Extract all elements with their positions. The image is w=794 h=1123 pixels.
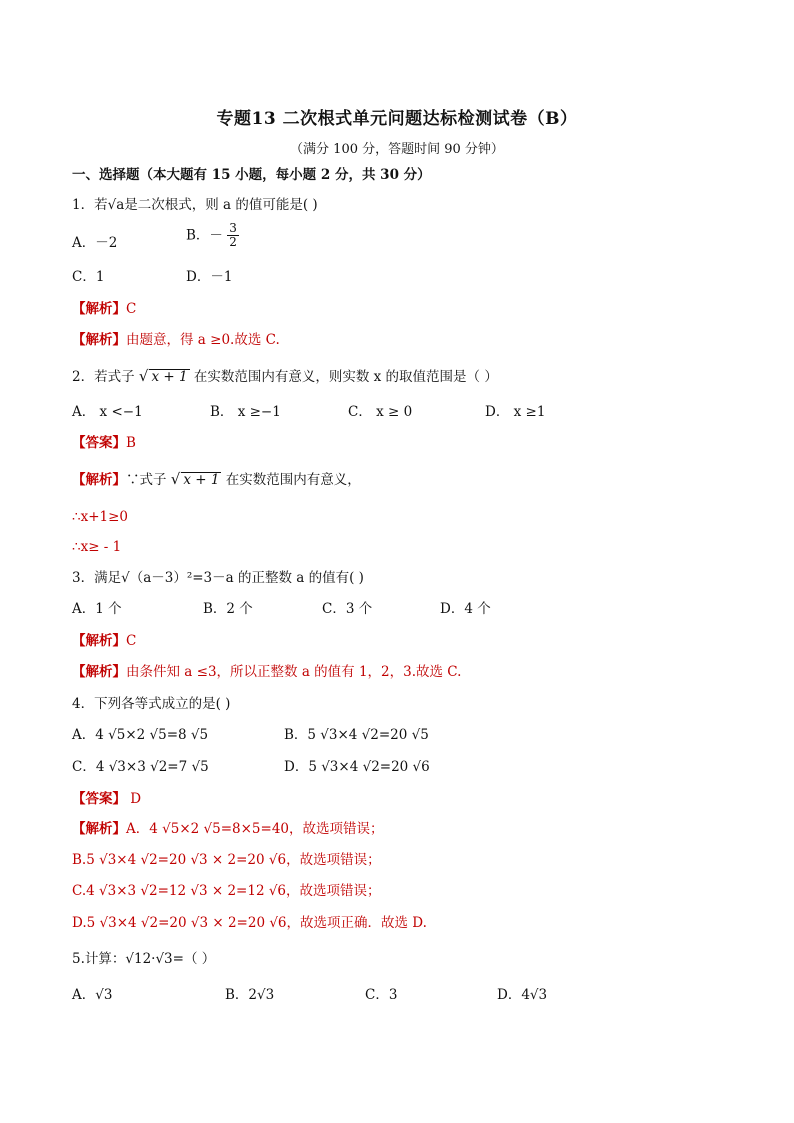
- q3-explanation-text: 由条件知 a ≤3，所以正整数 a 的值有 1，2，3.故选 C.: [126, 664, 462, 680]
- section-heading: 一、选择题（本大题有 15 小题，每小题 2 分，共 30 分）: [72, 167, 431, 183]
- q2-answer-tag: 【答案】: [72, 435, 126, 451]
- q1-explanation-text: 由题意，得 a ≥0.故选 C.: [126, 332, 280, 348]
- q1-option-a: A．－2: [72, 235, 118, 251]
- q5-stem: 5.计算：√12·√3=（ ）: [72, 951, 216, 967]
- q2-stem: 2．若式子 √ x + 1 在实数范围内有意义，则实数 x 的取值范围是（ ）: [72, 367, 498, 385]
- q2-explanation-suffix: 在实数范围内有意义，: [225, 472, 361, 488]
- q4-explanation: [72, 820, 384, 838]
- q1-option-b-fraction: [227, 222, 239, 249]
- q4-explanation-d: D.5 √3×4 √2=20 √3 × 2=20 √6，故选项正确．故选 D.: [72, 915, 427, 931]
- q1-option-d: D．－1: [186, 269, 233, 285]
- q1-explanation: [72, 331, 280, 349]
- q5-option-c: C．3: [365, 987, 398, 1003]
- q2-explanation-tag: 【解析】: [72, 472, 126, 488]
- q2-explanation-prefix: ∵式子: [126, 472, 167, 488]
- q4-explanation-tag: 【解析】: [72, 821, 126, 837]
- q1-answer-tag: 【解析】: [72, 301, 126, 317]
- q2-explanation-radicand: x + 1: [183, 472, 220, 488]
- q4-option-c: C．4 √3×3 √2=7 √5: [72, 759, 209, 775]
- q2-step-1: ∴x+1≥0: [72, 509, 129, 525]
- q4-explanation-b: B.5 √3×4 √2=20 √3 × 2=20 √6，故选项错误；: [72, 852, 381, 868]
- q4-option-a: A．4 √5×2 √5=8 √5: [72, 727, 209, 743]
- q3-explanation-tag: 【解析】: [72, 664, 126, 680]
- q3-option-c: C．3 个: [322, 601, 373, 617]
- q2-radicand: x + 1: [151, 369, 188, 385]
- q2-step-2: ∴x≥ - 1: [72, 539, 122, 555]
- q3-answer-value: C: [126, 633, 137, 649]
- q1-answer-value: C: [126, 301, 137, 317]
- q2-stem-prefix: 2．若式子: [72, 369, 135, 385]
- q5-option-b: B．2√3: [225, 987, 275, 1003]
- q4-stem: 4．下列各等式成立的是( ): [72, 696, 231, 712]
- q1-answer: [72, 300, 136, 318]
- q3-stem: 3．满足√（a－3）²=3－a 的正整数 a 的值有( ): [72, 570, 364, 586]
- q4-answer: [72, 790, 141, 808]
- q1-option-b-numerator: 3: [229, 221, 237, 235]
- q2-answer-value: B: [126, 435, 136, 451]
- q4-answer-tag: 【答案】: [72, 791, 126, 807]
- q5-option-d: D．4√3: [497, 987, 548, 1003]
- q3-option-d: D．4 个: [440, 601, 491, 617]
- q2-answer: [72, 434, 136, 452]
- q2-explanation: 【解析】∵式子 √ x + 1 在实数范围内有意义，: [72, 470, 361, 488]
- q1-stem: 1．若√a是二次根式，则 a 的值可能是( ): [72, 197, 318, 213]
- q2-option-d: D． x ≥1: [485, 404, 546, 420]
- q4-explanation-a: A．4 √5×2 √5=8×5=40，故选项错误；: [126, 821, 384, 837]
- q3-answer-tag: 【解析】: [72, 633, 126, 649]
- q1-option-b-prefix: B．－: [186, 227, 223, 244]
- q5-option-a: A．√3: [72, 987, 113, 1003]
- q3-explanation: [72, 663, 461, 681]
- q1-option-b: [186, 222, 239, 249]
- q1-explanation-tag: 【解析】: [72, 332, 126, 348]
- q2-option-b: B． x ≥−1: [210, 404, 281, 420]
- q4-option-d: D．5 √3×4 √2=20 √6: [284, 759, 430, 775]
- q4-answer-value: D: [126, 791, 142, 807]
- q2-stem-suffix: 在实数范围内有意义，则实数 x 的取值范围是（ ）: [193, 369, 498, 385]
- page-subtitle: （满分 100 分，答题时间 90 分钟）: [290, 142, 504, 157]
- q3-option-a: A．1 个: [72, 601, 122, 617]
- q2-option-c: C． x ≥ 0: [348, 404, 413, 420]
- q3-answer: [72, 632, 136, 650]
- q1-option-b-denominator: 2: [229, 235, 237, 249]
- q4-explanation-c: C.4 √3×3 √2=12 √3 × 2=12 √6，故选项错误；: [72, 883, 381, 899]
- q1-option-c: C．1: [72, 269, 105, 285]
- q2-option-a: A． x <−1: [72, 404, 143, 420]
- q4-option-b: B．5 √3×4 √2=20 √5: [284, 727, 429, 743]
- page-title: 专题13 二次根式单元问题达标检测试卷（B）: [216, 109, 578, 129]
- q3-option-b: B．2 个: [203, 601, 253, 617]
